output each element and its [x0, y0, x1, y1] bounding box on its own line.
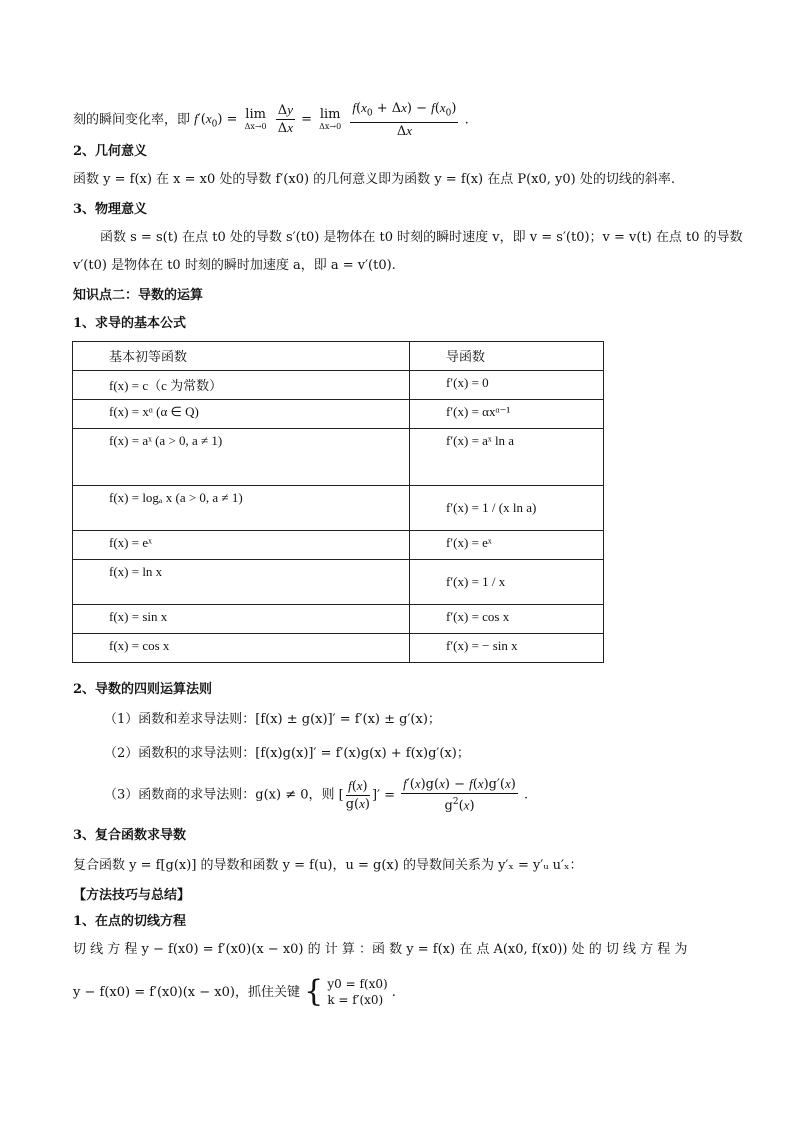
rule-sum-difference: （1）函数和差求导法则：[f(x) ± g(x)]′ = f′(x) ± g′(x)；: [104, 712, 441, 727]
table-row: [73, 371, 604, 400]
composite-derivative-title: 3、复合函数求导数: [73, 828, 187, 843]
section-geometric-text: 函数 y = f(x) 在 x = x0 处的导数 f′(x0) 的几何意义即为函数 y = f(x) 在点 P(x0, y0) 处的切线的斜率.: [73, 172, 676, 187]
table-cell: f′(x) = cos x: [410, 605, 604, 634]
table-cell: f(x) = xᵅ (α ∈ Q): [73, 400, 410, 429]
table-cell: f(x) = logₐ x (a > 0, a ≠ 1): [73, 486, 410, 531]
table-cell: f′(x) = eˣ: [410, 531, 604, 560]
section-geometric-title: 2、几何意义: [73, 144, 148, 159]
table-cell: f(x) = aˣ (a > 0, a ≠ 1): [73, 429, 410, 486]
table-row: [73, 429, 604, 486]
section-physical-title: 3、物理意义: [73, 202, 148, 217]
table-row: [73, 634, 604, 663]
table-cell: f(x) = c（c 为常数）: [73, 371, 410, 400]
rule-product: （2）函数积的求导法则：[f(x)g(x)]′ = f′(x)g(x) + f(x)g′(x)；: [104, 746, 470, 761]
table-row: [73, 560, 604, 605]
table-cell: f′(x) = 0: [410, 371, 604, 400]
tangent-line-text-2: y − f(x0) = f′(x0)(x − x0)，抓住关键 { y0 = f(x0) k = f′(x0) .: [73, 974, 396, 1009]
composite-derivative-text: 复合函数 y = f[g(x)] 的导数和函数 y = f(u)，u = g(x) 的导数间关系为 y′ₓ = y′ᵤ u′ₓ：: [73, 858, 583, 873]
method-summary-title: 【方法技巧与总结】: [73, 888, 191, 903]
table-cell: f′(x) = − sin x: [410, 634, 604, 663]
quotient-formula: [ $\frac{f(x)}{g(x)}$ ]′ = $\frac{f'(x)g(x) - f(x)g'(x)}{g^2(x)}$: [338, 776, 516, 814]
arithmetic-rules-title: 2、导数的四则运算法则: [73, 682, 213, 697]
derivative-definition-line: 刻的瞬间变化率，即 $f'(x_0)$ = lim Δx→0 $\frac{\Delta y}{\Delta x}$ = lim Δx→0 $\frac{f(x_0 + \Delta x) - f(x_0)}{\Delta x}$ .: [73, 100, 469, 139]
table-cell: f′(x) = αxᵅ⁻¹: [410, 400, 604, 429]
rule-quotient: （3）函数商的求导法则：g(x) ≠ 0，则 [ $\frac{f(x)}{g(x)}$ ]′ = $\frac{f'(x)g(x) - f(x)g'(x)}{g^2(x)}$ .: [104, 776, 529, 814]
tangent-line-title: 1、在点的切线方程: [73, 914, 187, 929]
key-equation-system: { y0 = f(x0) k = f′(x0): [304, 974, 388, 1009]
table-cell: f′(x) = 1 / (x ln a): [410, 486, 604, 531]
tangent-line-text-1: 切 线 方 程 y − f(x0) = f′(x0)(x − x0) 的 计 算 ：函 数 y = f(x) 在 点 A(x0, f(x0)) 处 的 切 线 方 程 为: [73, 942, 688, 957]
basic-formulas-title: 1、求导的基本公式: [73, 316, 187, 331]
table-cell: f(x) = cos x: [73, 634, 410, 663]
table-header-derivative: 导函数: [410, 342, 604, 371]
table-cell: f(x) = eˣ: [73, 531, 410, 560]
section-physical-text-1: 函数 s = s(t) 在点 t0 处的导数 s′(t0) 是物体在 t0 时刻的瞬时速度 v，即 v = s′(t0)；v = v(t) 在点 t0 的导数: [100, 230, 743, 245]
table-cell: f(x) = sin x: [73, 605, 410, 634]
definition-formula: $f'(x_0)$ = lim Δx→0 $\frac{\Delta y}{\Delta x}$ = lim Δx→0 $\frac{f(x_0 + \Delta x) - f(x_0)}{\Delta x}$: [194, 100, 457, 139]
table-header-function: 基本初等函数: [73, 342, 410, 371]
table-header-row: [73, 342, 604, 371]
knowledge-point-2-title: 知识点二：导数的运算: [73, 288, 204, 303]
derivative-table: [72, 341, 604, 663]
table-row: [73, 531, 604, 560]
table-cell: f′(x) = aˣ ln a: [410, 429, 604, 486]
table-cell: f(x) = ln x: [73, 560, 410, 605]
table-cell: f′(x) = 1 / x: [410, 560, 604, 605]
section-physical-text-2: v′(t0) 是物体在 t0 时刻的瞬时加速度 a，即 a = v′(t0).: [73, 258, 396, 273]
table-row: [73, 605, 604, 634]
table-row: [73, 486, 604, 531]
definition-text: 刻的瞬间变化率，即: [73, 112, 191, 128]
table-row: [73, 400, 604, 429]
